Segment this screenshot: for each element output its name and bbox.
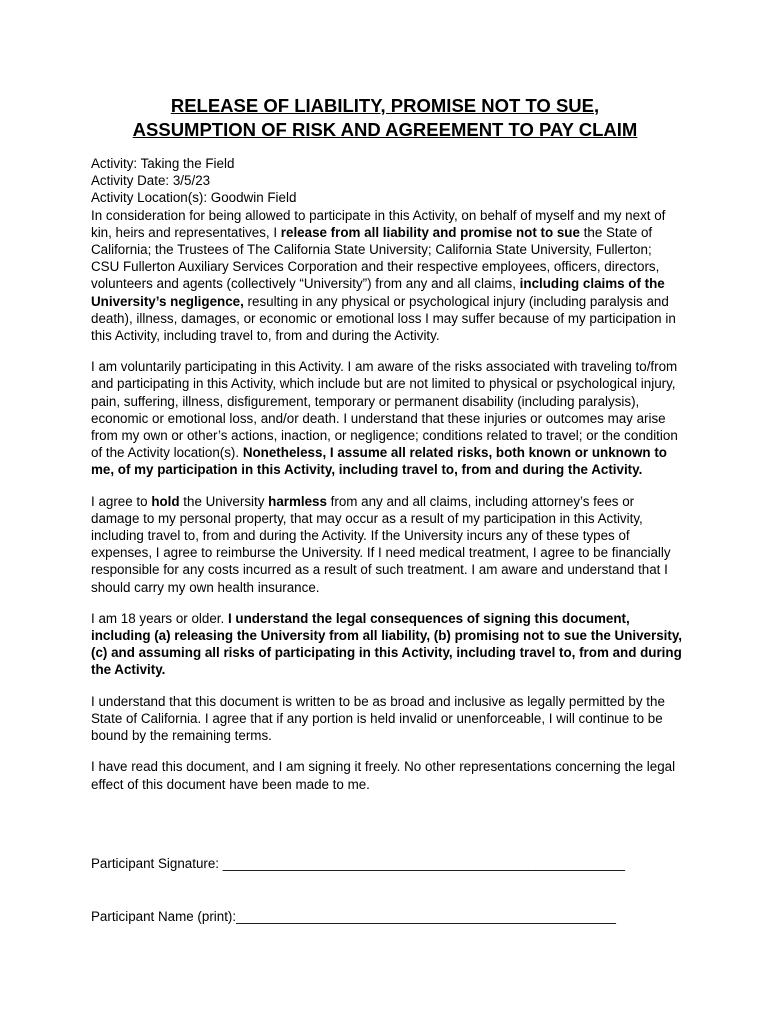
participant-name-line[interactable]: Participant Name (print):___________________________________________________ bbox=[91, 909, 616, 924]
acknowledgement-paragraph: I have read this document, and I am signing it freely. No other representations concerning the legal effect of this document have been made to me. bbox=[91, 759, 676, 792]
activity-location: Activity Location(s): Goodwin Field bbox=[91, 190, 297, 206]
hold-bold-text: hold bbox=[151, 493, 180, 509]
negligence-bold-text: including claims of the University’s negligence, bbox=[91, 276, 665, 309]
assumption-of-risk-paragraph bbox=[91, 358, 683, 478]
title-line-1: RELEASE OF LIABILITY, PROMISE NOT TO SUE, bbox=[170, 95, 600, 116]
age-text: I am 18 years or older. bbox=[91, 610, 228, 626]
harmless-text-2: the University bbox=[179, 493, 269, 509]
activity-date: Activity Date: 3/5/23 bbox=[91, 173, 211, 189]
document-title bbox=[0, 94, 770, 142]
risk-bold-text: Nonetheless, I assume all related risks, both known or unknown to me, of my participation in this Activity, including travel to, from and during the Activity. bbox=[91, 445, 667, 478]
release-paragraph bbox=[91, 207, 683, 345]
title-line-2: ASSUMPTION OF RISK AND AGREEMENT TO PAY CLAIM bbox=[132, 119, 638, 140]
harmless-text-3: from any and all claims, including attorney’s fees or damage to my personal property, that may occur as a result of my participation in this Activity, including travel to, from and during the Activity. If the University incurs any of these types of expenses, I agree to reimburse the University. If I need medical treatment, I agree to be financially responsible for any costs incurred as a result of such treatment. I am aware and understand that I should carry my own health insurance. bbox=[91, 493, 671, 595]
release-text-2: the State of California; the Trustees of The California State University; California State University, Fullerton; CSU Fullerton Auxiliary Services Corporation and their respective employees, officers, directors, volunteers and agents (collectively “University”) from any and all claims, bbox=[91, 224, 660, 292]
document-body bbox=[91, 155, 683, 793]
risk-text: I am voluntarily participating in this Activity. I am aware of the risks associated with traveling to/from and participating in this Activity, which include but are not limited to physical or psychological injury, pain, suffering, illness, disfigurement, temporary or permanent disability (including paralysis), economic or emotional loss, and/or death. I understand that these injuries or outcomes may arise from my own or other’s actions, inaction, or negligence; conditions related to travel; or the condition of the Activity location(s). bbox=[91, 359, 678, 461]
release-text-3: resulting in any physical or psychological injury (including paralysis and death), illness, damages, or economic or emotional loss I may suffer because of my participation in this Activity, including travel to, from and during the Activity. bbox=[91, 293, 676, 344]
hold-harmless-paragraph bbox=[91, 493, 683, 596]
severability-paragraph: I understand that this document is written to be as broad and inclusive as legally permitted by the State of California. I agree that if any portion is held invalid or unenforceable, I will continue to be bound by the remaining terms. bbox=[91, 693, 665, 744]
age-consequences-paragraph bbox=[91, 610, 683, 679]
consequences-bold-text: I understand the legal consequences of signing this document, including (a) releasing the University from all liability, (b) promising not to sue the University, (c) and assuming all risks of participating in this Activity, including travel to, from and during the Activity. bbox=[91, 610, 683, 678]
participant-signature-line[interactable]: Participant Signature: ______________________________________________________ bbox=[91, 856, 625, 871]
activity-name: Activity: Taking the Field bbox=[91, 156, 235, 171]
harmless-text: I agree to bbox=[91, 493, 152, 509]
release-text: In consideration for being allowed to participate in this Activity, on behalf of myself and my next of kin, heirs and representatives, I bbox=[91, 207, 666, 240]
harmless-bold-text: harmless bbox=[268, 493, 327, 509]
release-bold-text: release from all liability and promise not to sue bbox=[280, 224, 580, 240]
